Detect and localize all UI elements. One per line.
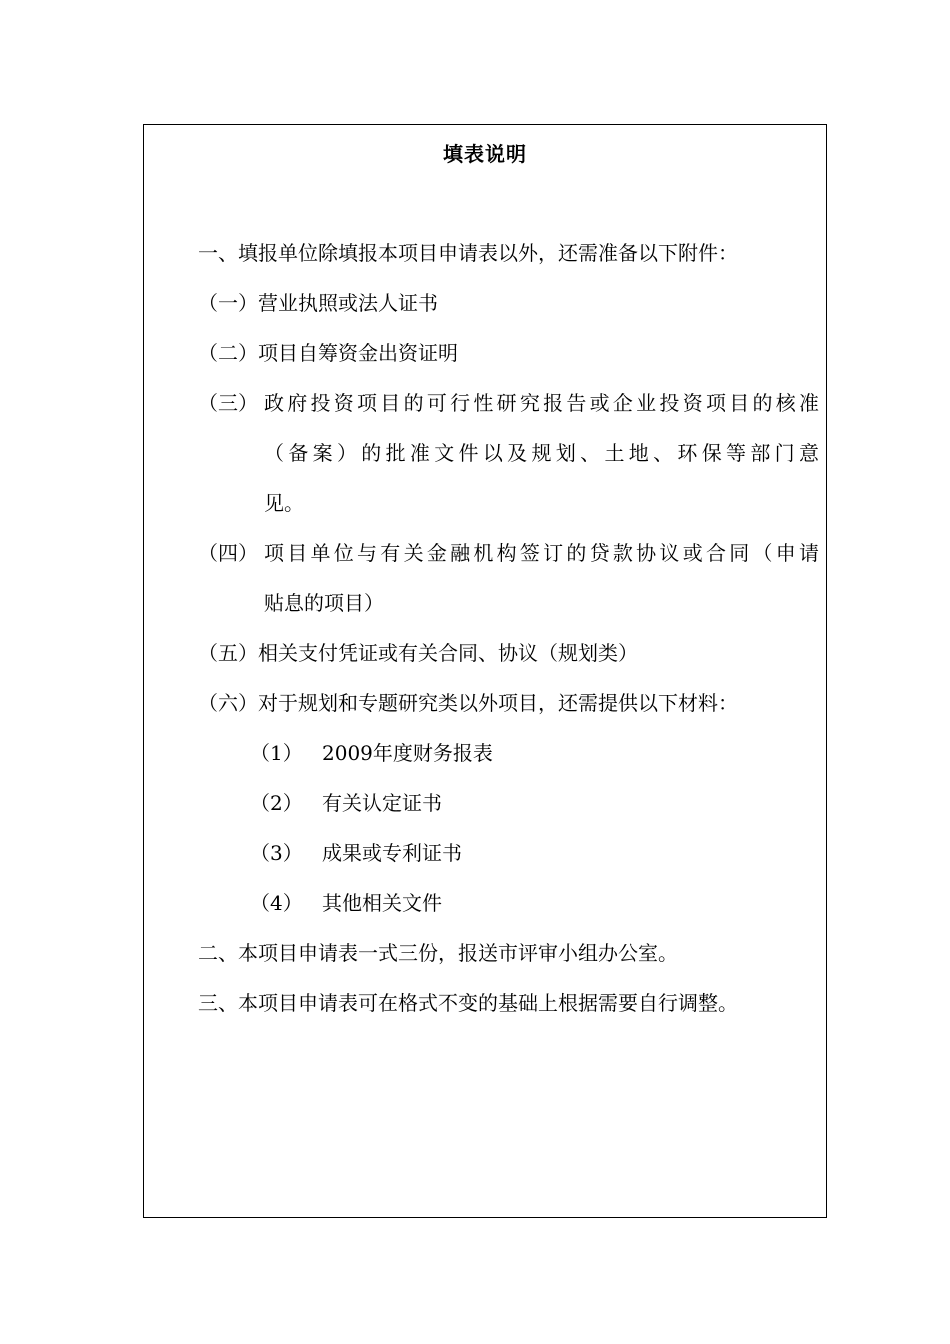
section-1-intro: 一、填报单位除填报本项目申请表以外，还需准备以下附件： xyxy=(198,241,738,265)
attachment-item-3-label: （三） xyxy=(198,391,258,415)
material-item-text: 2009年度财务报表 xyxy=(322,741,493,765)
attachment-item-4-line2: 贴息的项目） xyxy=(264,591,384,615)
attachment-item-5: （五）相关支付凭证或有关合同、协议（规划类） xyxy=(198,641,638,665)
attachment-item-6: （六）对于规划和专题研究类以外项目，还需提供以下材料： xyxy=(198,691,738,715)
attachment-item-4-label: （四） xyxy=(198,541,258,565)
material-item-number: （3） xyxy=(250,841,303,865)
material-item-1 xyxy=(250,739,493,767)
material-item-2 xyxy=(250,789,442,817)
attachment-item-3-line3: 见。 xyxy=(264,491,304,515)
attachment-item-1: （一）营业执照或法人证书 xyxy=(198,291,438,315)
material-item-3 xyxy=(250,839,462,867)
section-3: 三、本项目申请表可在格式不变的基础上根据需要自行调整。 xyxy=(198,991,738,1015)
material-item-number: （2） xyxy=(250,791,303,815)
attachment-item-4-line1: 项目单位与有关金融机构签订的贷款协议或合同（申请 xyxy=(264,541,819,565)
material-item-text: 有关认定证书 xyxy=(322,791,442,815)
attachment-item-3-line2: （备案）的批准文件以及规划、土地、环保等部门意 xyxy=(264,441,819,465)
material-item-text: 其他相关文件 xyxy=(322,891,442,915)
material-item-number: （1） xyxy=(250,741,303,765)
section-2: 二、本项目申请表一式三份，报送市评审小组办公室。 xyxy=(198,941,678,965)
material-item-4 xyxy=(250,889,442,917)
attachment-item-2: （二）项目自筹资金出资证明 xyxy=(198,341,458,365)
instructions-box xyxy=(143,124,827,1218)
page-title: 填表说明 xyxy=(443,142,527,166)
attachment-item-3-line1: 政府投资项目的可行性研究报告或企业投资项目的核准 xyxy=(264,391,819,415)
material-item-text: 成果或专利证书 xyxy=(322,841,462,865)
material-item-number: （4） xyxy=(250,891,303,915)
